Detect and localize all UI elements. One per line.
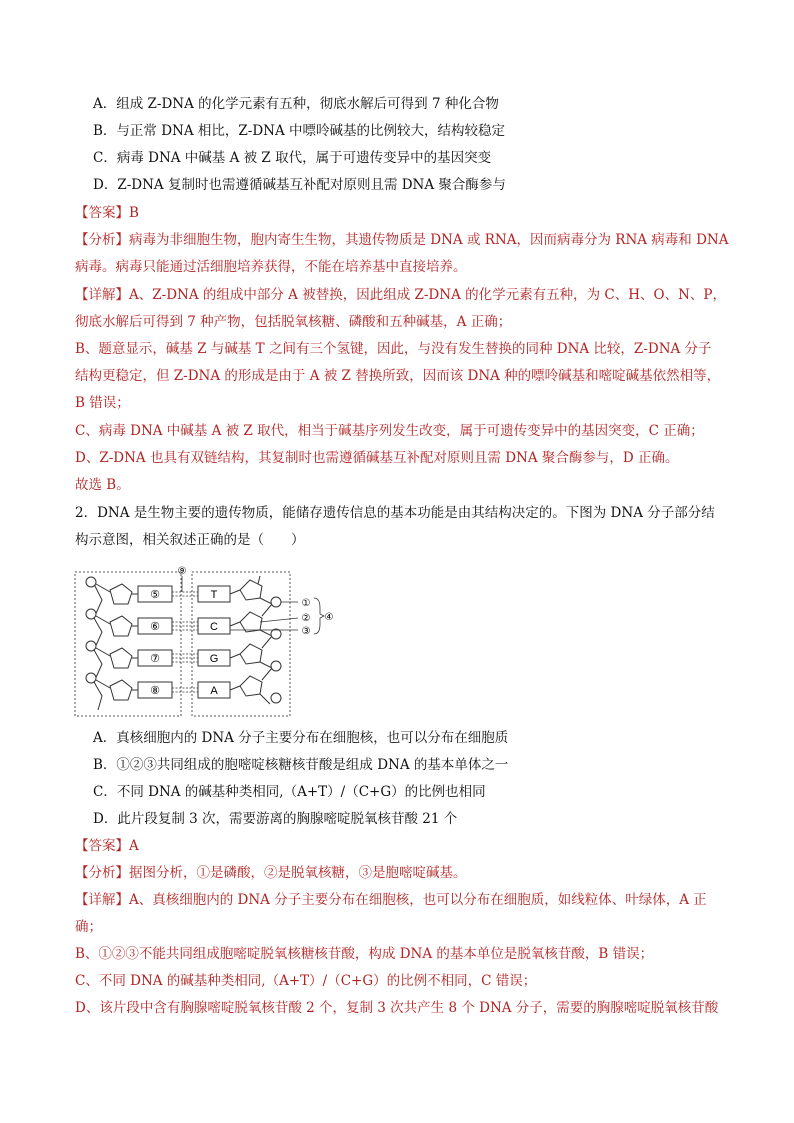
q1-detail-line-2: 彻底水解后可得到 7 种产物，包括脱氧核糖、磷酸和五种碱基，A 正确； bbox=[75, 314, 512, 330]
q1-analysis-line-1 bbox=[75, 230, 728, 250]
hydrogen-bonds bbox=[172, 592, 198, 692]
bond-line bbox=[96, 680, 110, 688]
q2-detail-line-2: 确； bbox=[75, 919, 102, 935]
bond-line bbox=[96, 584, 110, 592]
bond-line bbox=[230, 590, 240, 594]
phosphate-icon bbox=[271, 661, 281, 671]
phosphate-icon bbox=[86, 609, 96, 619]
deoxyribose-icon bbox=[110, 616, 132, 636]
left-base-label: ⑥ bbox=[150, 620, 160, 633]
phosphate-icon bbox=[86, 641, 96, 651]
q2-detail-line-3: B、①②③不能共同组成胞嘧啶脱氧核糖核苷酸，构成 DNA 的基本单位是脱氧核苷酸，B 错误； bbox=[75, 946, 654, 962]
q2-option-d: D．此片段复制 3 次，需要游离的胸腺嘧啶脱氧核苷酸 21 个 bbox=[93, 811, 458, 827]
answer-tag: 【答案】 bbox=[75, 838, 129, 854]
q1-detail-line-1 bbox=[75, 285, 726, 305]
q1-option-c: C．病毒 DNA 中碱基 A 被 Z 取代，属于可遗传变异中的基因突变 bbox=[93, 150, 492, 166]
right-base-label: G bbox=[209, 653, 219, 665]
q1-detail-line-6: C、病毒 DNA 中碱基 A 被 Z 取代，相当于碱基序列发生改变，属于可遗传变异中的基因突变，C 正确； bbox=[75, 423, 704, 439]
phosphate-icon bbox=[271, 597, 281, 607]
phosphate-icon bbox=[271, 629, 281, 639]
bond-line bbox=[230, 686, 240, 690]
left-base-label: ⑦ bbox=[150, 652, 160, 665]
q1-detail-line-3: B、题意显示，碱基 Z 与碱基 T 之间有三个氢键，因此，与没有发生替换的同种 DNA 比较，Z-DNA 分子 bbox=[75, 341, 712, 357]
label-one: ① bbox=[301, 598, 311, 609]
detail-tag: 【详解】 bbox=[75, 287, 129, 303]
deoxyribose-icon bbox=[240, 644, 262, 664]
answer-value: B bbox=[129, 205, 139, 221]
answer-value: A bbox=[129, 838, 139, 854]
label-two: ② bbox=[301, 613, 311, 624]
q2-detail-line-4: C、不同 DNA 的碱基种类相同,（A+T）/（C+G）的比例不相同，C 错误； bbox=[75, 973, 537, 989]
dna-structure-diagram bbox=[74, 566, 334, 718]
label-three: ③ bbox=[301, 626, 311, 637]
detail-text: A、真核细胞内的 DNA 分子主要分布在细胞核，也可以分布在细胞质，如线粒体、叶绿体，A 正 bbox=[129, 892, 707, 908]
q2-detail-line-1 bbox=[75, 890, 707, 910]
left-base-label: ⑧ bbox=[150, 684, 160, 697]
analysis-text: 病毒为非细胞生物，胞内寄生生物，其遗传物质是 DNA 或 RNA，因而病毒分为 RNA 病毒和 DNA bbox=[129, 232, 729, 248]
q1-answer-line bbox=[75, 203, 139, 223]
bond-line bbox=[230, 622, 240, 626]
deoxyribose-icon bbox=[240, 612, 262, 632]
detail-tag: 【详解】 bbox=[75, 892, 129, 908]
q1-analysis-line-2: 病毒。病毒只能通过活细胞培养获得，不能在培养基中直接培养。 bbox=[75, 259, 467, 275]
bond-line bbox=[230, 654, 240, 658]
q2-answer-line bbox=[75, 836, 139, 856]
bond-line bbox=[96, 648, 110, 656]
q2-stem-line-1: 2．DNA 是生物主要的遗传物质，能储存遗传信息的基本功能是由其结构决定的。下图为 DNA 分子部分结 bbox=[75, 505, 715, 521]
detail-text: A、Z-DNA 的组成中部分 A 被替换，因此组成 Z-DNA 的化学元素有五种，为 C、H、O、N、P， bbox=[129, 287, 726, 303]
deoxyribose-icon bbox=[240, 676, 262, 696]
q1-option-d: D．Z-DNA 复制时也需遵循碱基互补配对原则且需 DNA 聚合酶参与 bbox=[93, 177, 506, 193]
q2-detail-line-5: D、该片段中含有胸腺嘧啶脱氧核苷酸 2 个，复制 3 次共产生 8 个 DNA 分子，需要的胸腺嘧啶脱氧核苷酸 bbox=[75, 1000, 719, 1016]
analysis-tag: 【分析】 bbox=[75, 865, 129, 881]
q2-analysis-line-1 bbox=[75, 863, 467, 883]
q1-conclusion: 故选 B。 bbox=[75, 477, 130, 493]
q2-option-b: B．①②③共同组成的胞嘧啶核糖核苷酸是组成 DNA 的基本单体之一 bbox=[93, 757, 509, 773]
q2-option-c: C．不同 DNA 的碱基种类相同,（A+T）/（C+G）的比例也相同 bbox=[93, 784, 486, 800]
phosphate-icon bbox=[86, 673, 96, 683]
label-nine: ⑨ bbox=[177, 566, 187, 577]
phosphate-icon bbox=[271, 693, 281, 703]
analysis-tag: 【分析】 bbox=[75, 232, 129, 248]
right-base-label: T bbox=[210, 589, 218, 601]
left-base-label: ⑤ bbox=[150, 588, 160, 601]
phosphate-icon bbox=[86, 577, 96, 587]
deoxyribose-icon bbox=[110, 584, 132, 604]
deoxyribose-icon bbox=[110, 680, 132, 700]
analysis-text: 据图分析，①是磷酸，②是脱氧核糖，③是胞嘧啶碱基。 bbox=[129, 865, 467, 881]
label-four: ④ bbox=[324, 612, 334, 623]
q2-stem-line-2: 构示意图，相关叙述正确的是（ ） bbox=[75, 532, 305, 548]
q2-option-a: A．真核细胞内的 DNA 分子主要分布在细胞核，也可以分布在细胞质 bbox=[93, 730, 509, 746]
label-pointer bbox=[260, 618, 298, 622]
answer-tag: 【答案】 bbox=[75, 205, 129, 221]
q1-option-a: A．组成 Z-DNA 的化学元素有五种，彻底水解后可得到 7 种化合物 bbox=[93, 96, 499, 112]
q1-detail-line-5: B 错误； bbox=[75, 395, 130, 411]
deoxyribose-icon bbox=[110, 648, 132, 668]
q1-detail-line-7: D、Z-DNA 也具有双链结构，其复制时也需遵循碱基互补配对原则且需 DNA 聚合酶参与，D 正确。 bbox=[75, 450, 679, 466]
q1-detail-line-4: 结构更稳定，但 Z-DNA 的形成是由于 A 被 Z 替换所致，因而该 DNA 种的嘌呤碱基和嘧啶碱基依然相等， bbox=[75, 368, 721, 384]
q1-option-b: B．与正常 DNA 相比，Z-DNA 中嘌呤碱基的比例较大，结构较稳定 bbox=[93, 123, 506, 139]
right-base-label: C bbox=[210, 621, 218, 633]
bond-line bbox=[96, 616, 110, 624]
brace-shape bbox=[314, 598, 324, 634]
right-base-label: A bbox=[210, 685, 218, 697]
